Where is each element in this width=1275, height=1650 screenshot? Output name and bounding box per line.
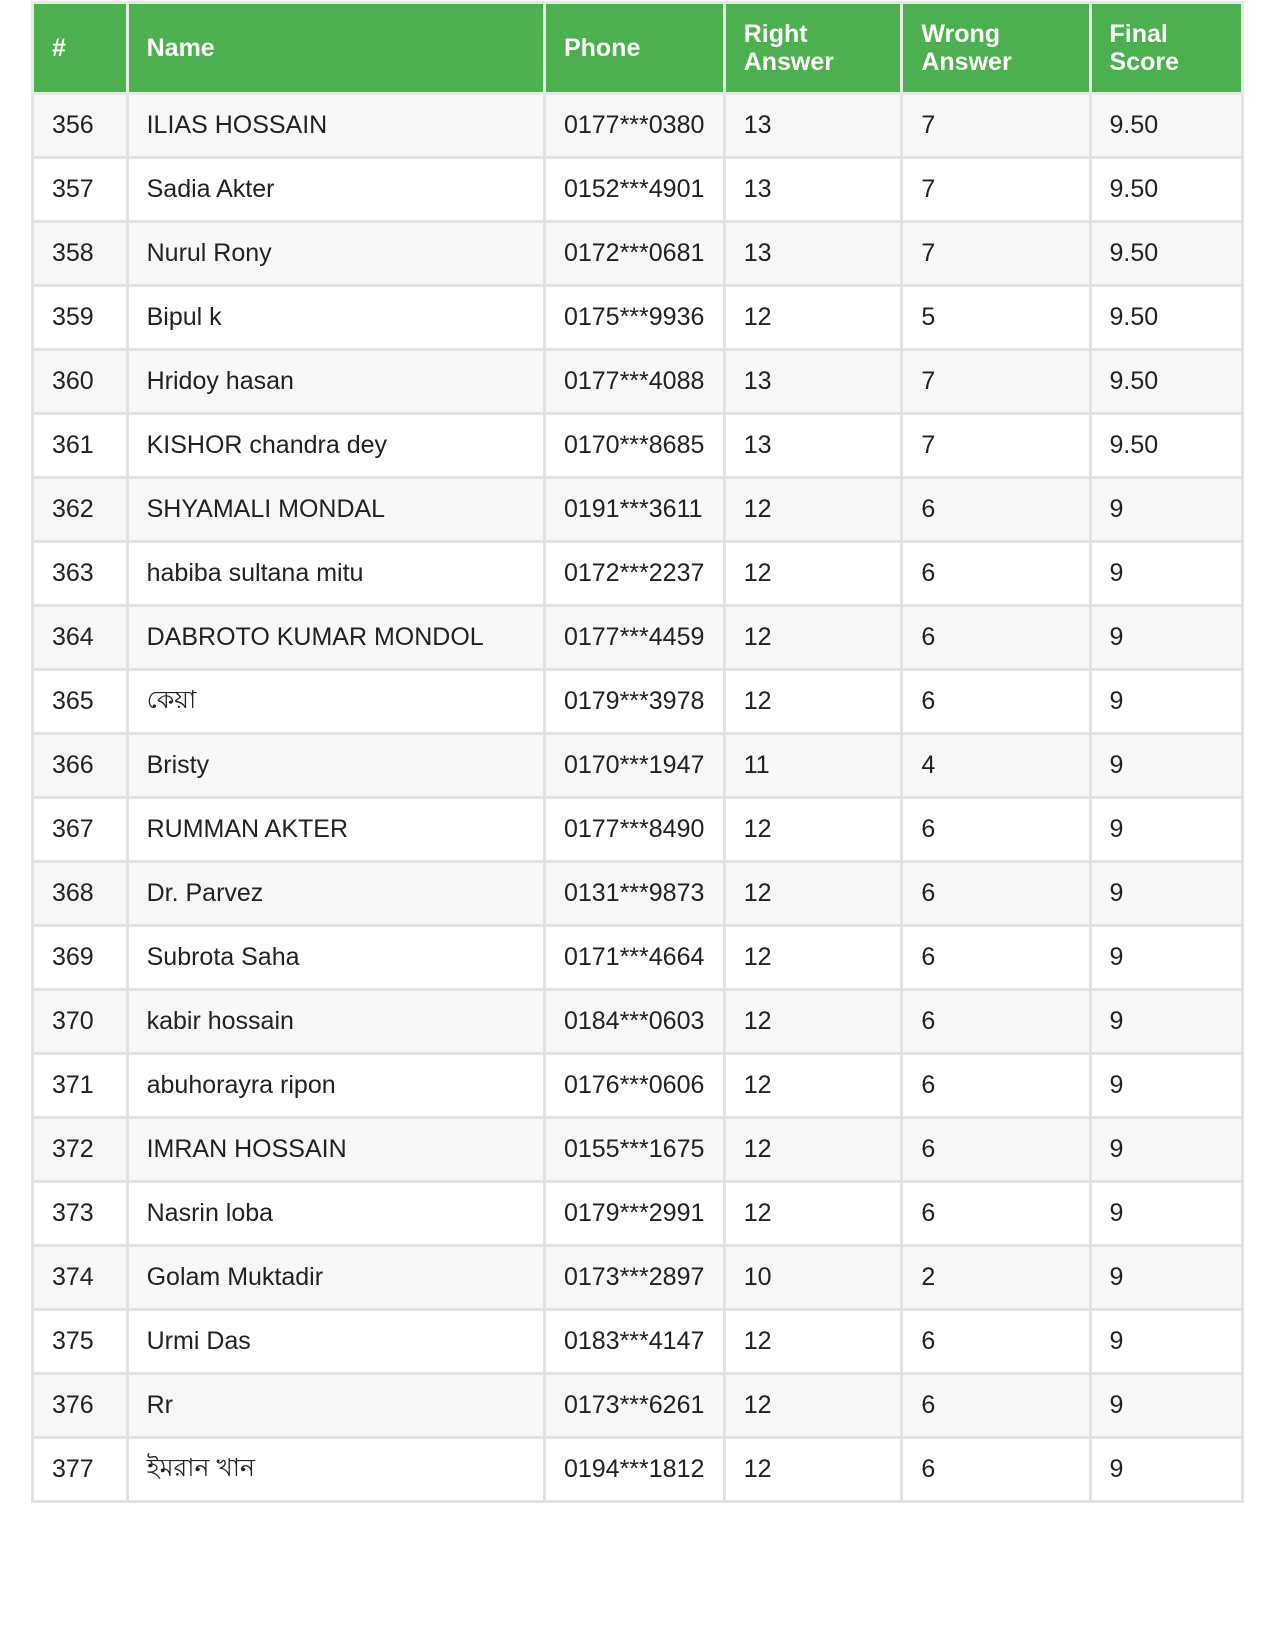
phone-cell: 0152***4901 <box>544 158 724 222</box>
right-answer-cell: 12 <box>724 1054 902 1118</box>
wrong-answer-cell: 6 <box>902 1054 1090 1118</box>
table-row <box>33 1246 1243 1310</box>
phone-cell: 0173***2897 <box>544 1246 724 1310</box>
name-cell: RUMMAN AKTER <box>127 798 544 862</box>
final-score-cell: 9.50 <box>1090 158 1242 222</box>
phone-cell: 0170***1947 <box>544 734 724 798</box>
right-answer-cell: 13 <box>724 414 902 478</box>
right-answer-cell: 13 <box>724 158 902 222</box>
right-answer-cell: 12 <box>724 926 902 990</box>
wrong-answer-cell: 7 <box>902 222 1090 286</box>
rank-cell: 361 <box>33 414 128 478</box>
name-cell: habiba sultana mitu <box>127 542 544 606</box>
phone-cell: 0171***4664 <box>544 926 724 990</box>
final-score-cell: 9.50 <box>1090 350 1242 414</box>
wrong-answer-cell: 6 <box>902 1374 1090 1438</box>
table-row <box>33 606 1243 670</box>
table-row <box>33 478 1243 542</box>
index-header: # <box>33 3 128 94</box>
final-score-cell: 9 <box>1090 1182 1242 1246</box>
name-cell: ইমরান খান <box>127 1438 544 1502</box>
name-cell: Sadia Akter <box>127 158 544 222</box>
wrong-answer-cell: 2 <box>902 1246 1090 1310</box>
rank-cell: 377 <box>33 1438 128 1502</box>
final-score-cell: 9 <box>1090 542 1242 606</box>
right-answer-cell: 12 <box>724 478 902 542</box>
phone-header: Phone <box>544 3 724 94</box>
table-row <box>33 670 1243 734</box>
rank-cell: 368 <box>33 862 128 926</box>
table-row <box>33 1054 1243 1118</box>
table-row <box>33 1182 1243 1246</box>
phone-cell: 0179***2991 <box>544 1182 724 1246</box>
name-cell: Golam Muktadir <box>127 1246 544 1310</box>
wrong-answer-cell: 6 <box>902 1310 1090 1374</box>
final-score-cell: 9 <box>1090 862 1242 926</box>
final-score-cell: 9.50 <box>1090 414 1242 478</box>
name-cell: SHYAMALI MONDAL <box>127 478 544 542</box>
table-row <box>33 798 1243 862</box>
wrong-answer-cell: 6 <box>902 542 1090 606</box>
phone-cell: 0175***9936 <box>544 286 724 350</box>
wrong-answer-cell: 6 <box>902 1182 1090 1246</box>
rank-cell: 356 <box>33 94 128 158</box>
name-cell: Hridoy hasan <box>127 350 544 414</box>
right-answer-header: Right Answer <box>724 3 902 94</box>
table-row <box>33 926 1243 990</box>
final-score-cell: 9 <box>1090 670 1242 734</box>
rank-cell: 371 <box>33 1054 128 1118</box>
wrong-answer-cell: 6 <box>902 478 1090 542</box>
phone-cell: 0177***8490 <box>544 798 724 862</box>
table-body <box>33 94 1243 1502</box>
rank-cell: 367 <box>33 798 128 862</box>
name-cell: Bristy <box>127 734 544 798</box>
name-cell: kabir hossain <box>127 990 544 1054</box>
name-cell: Nasrin loba <box>127 1182 544 1246</box>
wrong-answer-header: Wrong Answer <box>902 3 1090 94</box>
final-score-cell: 9 <box>1090 1310 1242 1374</box>
right-answer-cell: 12 <box>724 286 902 350</box>
final-score-cell: 9 <box>1090 926 1242 990</box>
name-cell: IMRAN HOSSAIN <box>127 1118 544 1182</box>
rank-cell: 374 <box>33 1246 128 1310</box>
rank-cell: 370 <box>33 990 128 1054</box>
final-score-cell: 9 <box>1090 606 1242 670</box>
phone-cell: 0131***9873 <box>544 862 724 926</box>
wrong-answer-cell: 6 <box>902 862 1090 926</box>
phone-cell: 0176***0606 <box>544 1054 724 1118</box>
right-answer-cell: 10 <box>724 1246 902 1310</box>
name-cell: DABROTO KUMAR MONDOL <box>127 606 544 670</box>
name-cell: Nurul Rony <box>127 222 544 286</box>
right-answer-cell: 12 <box>724 1182 902 1246</box>
rank-cell: 357 <box>33 158 128 222</box>
rank-cell: 362 <box>33 478 128 542</box>
name-cell: abuhorayra ripon <box>127 1054 544 1118</box>
name-cell: Dr. Parvez <box>127 862 544 926</box>
final-score-cell: 9 <box>1090 1118 1242 1182</box>
final-score-cell: 9.50 <box>1090 286 1242 350</box>
rank-cell: 376 <box>33 1374 128 1438</box>
table-header <box>33 3 1243 94</box>
phone-cell: 0179***3978 <box>544 670 724 734</box>
right-answer-cell: 13 <box>724 350 902 414</box>
phone-cell: 0184***0603 <box>544 990 724 1054</box>
rank-cell: 360 <box>33 350 128 414</box>
table-row <box>33 990 1243 1054</box>
right-answer-cell: 12 <box>724 1374 902 1438</box>
rank-cell: 373 <box>33 1182 128 1246</box>
results-table <box>31 1 1244 1503</box>
table-row <box>33 862 1243 926</box>
table-row <box>33 1374 1243 1438</box>
phone-cell: 0191***3611 <box>544 478 724 542</box>
right-answer-cell: 12 <box>724 990 902 1054</box>
phone-cell: 0177***4459 <box>544 606 724 670</box>
rank-cell: 375 <box>33 1310 128 1374</box>
table-row <box>33 1310 1243 1374</box>
table-row <box>33 94 1243 158</box>
header-row <box>33 3 1243 94</box>
wrong-answer-cell: 7 <box>902 350 1090 414</box>
wrong-answer-cell: 6 <box>902 606 1090 670</box>
rank-cell: 364 <box>33 606 128 670</box>
right-answer-cell: 12 <box>724 862 902 926</box>
name-cell: ILIAS HOSSAIN <box>127 94 544 158</box>
wrong-answer-cell: 6 <box>902 990 1090 1054</box>
final-score-cell: 9 <box>1090 1246 1242 1310</box>
phone-cell: 0155***1675 <box>544 1118 724 1182</box>
final-score-cell: 9 <box>1090 798 1242 862</box>
wrong-answer-cell: 5 <box>902 286 1090 350</box>
right-answer-cell: 12 <box>724 1310 902 1374</box>
name-cell: Rr <box>127 1374 544 1438</box>
wrong-answer-cell: 7 <box>902 158 1090 222</box>
final-score-cell: 9 <box>1090 478 1242 542</box>
rank-cell: 359 <box>33 286 128 350</box>
name-cell: KISHOR chandra dey <box>127 414 544 478</box>
name-header: Name <box>127 3 544 94</box>
final-score-header: Final Score <box>1090 3 1242 94</box>
right-answer-cell: 12 <box>724 798 902 862</box>
final-score-cell: 9 <box>1090 990 1242 1054</box>
final-score-cell: 9.50 <box>1090 222 1242 286</box>
right-answer-cell: 11 <box>724 734 902 798</box>
wrong-answer-cell: 7 <box>902 414 1090 478</box>
table-row <box>33 542 1243 606</box>
table-row <box>33 158 1243 222</box>
phone-cell: 0194***1812 <box>544 1438 724 1502</box>
rank-cell: 372 <box>33 1118 128 1182</box>
final-score-cell: 9 <box>1090 1374 1242 1438</box>
final-score-cell: 9 <box>1090 1438 1242 1502</box>
table-row <box>33 350 1243 414</box>
phone-cell: 0177***0380 <box>544 94 724 158</box>
name-cell: Subrota Saha <box>127 926 544 990</box>
final-score-cell: 9.50 <box>1090 94 1242 158</box>
right-answer-cell: 12 <box>724 606 902 670</box>
table-row <box>33 734 1243 798</box>
right-answer-cell: 12 <box>724 1118 902 1182</box>
right-answer-cell: 12 <box>724 670 902 734</box>
table-row <box>33 222 1243 286</box>
wrong-answer-cell: 6 <box>902 798 1090 862</box>
rank-cell: 365 <box>33 670 128 734</box>
table-row <box>33 286 1243 350</box>
phone-cell: 0172***0681 <box>544 222 724 286</box>
name-cell: কেয়া <box>127 670 544 734</box>
table-row <box>33 1438 1243 1502</box>
right-answer-cell: 12 <box>724 542 902 606</box>
right-answer-cell: 13 <box>724 94 902 158</box>
rank-cell: 369 <box>33 926 128 990</box>
final-score-cell: 9 <box>1090 1054 1242 1118</box>
table-row <box>33 1118 1243 1182</box>
right-answer-cell: 13 <box>724 222 902 286</box>
name-cell: Urmi Das <box>127 1310 544 1374</box>
wrong-answer-cell: 6 <box>902 670 1090 734</box>
rank-cell: 358 <box>33 222 128 286</box>
right-answer-cell: 12 <box>724 1438 902 1502</box>
rank-cell: 366 <box>33 734 128 798</box>
wrong-answer-cell: 7 <box>902 94 1090 158</box>
wrong-answer-cell: 4 <box>902 734 1090 798</box>
final-score-cell: 9 <box>1090 734 1242 798</box>
name-cell: Bipul k <box>127 286 544 350</box>
phone-cell: 0172***2237 <box>544 542 724 606</box>
table-row <box>33 414 1243 478</box>
wrong-answer-cell: 6 <box>902 1118 1090 1182</box>
phone-cell: 0183***4147 <box>544 1310 724 1374</box>
phone-cell: 0173***6261 <box>544 1374 724 1438</box>
phone-cell: 0177***4088 <box>544 350 724 414</box>
rank-cell: 363 <box>33 542 128 606</box>
phone-cell: 0170***8685 <box>544 414 724 478</box>
wrong-answer-cell: 6 <box>902 1438 1090 1502</box>
wrong-answer-cell: 6 <box>902 926 1090 990</box>
